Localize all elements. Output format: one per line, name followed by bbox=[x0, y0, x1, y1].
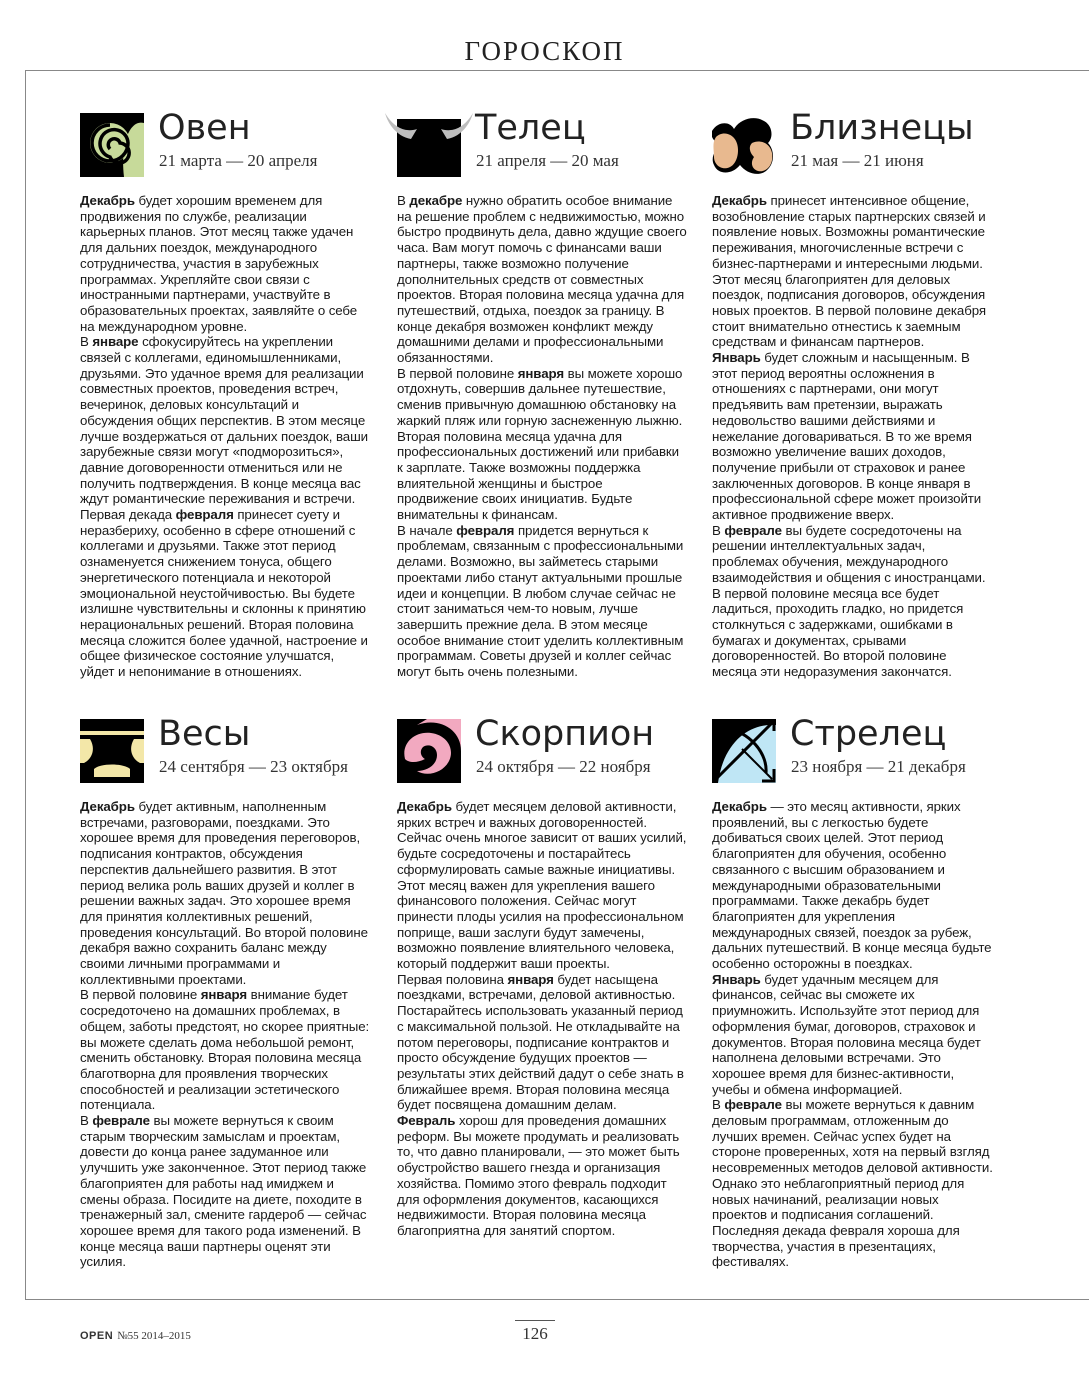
paragraph: В декабре нужно обратить особое внимание на решение проблем с недвижимостью, можно быстро продвинуть дела, давно ждущие своего часа. Вам могут помочь с финансами ваши партнеры, также возможно получение дополнительных средств от совместных проектов. Вторая половина месяца удачна для путешествий, отдыха, поездок за границу. В конце декабря возможен конфликт между домашними делами и профессиональными обязанностями. bbox=[397, 193, 687, 366]
paragraph: В феврале вы можете вернуться к давним деловым программам, отложенным до лучших времен. Сейчас успех будет на стороне проверенных, хотя на первый взгляд несовременных методов деловой активности. Однако это неблагоприятный период для новых начинаний, реализации новых проектов и подписания соглашений. Последняя декада февраля хороша для творчества, участия в презентациях, фестивалях. bbox=[712, 1097, 993, 1270]
paragraph: Первая декада февраля принесет суету и неразбериху, особенно в сфере отношений с коллегами и друзьями. Также этот период ознаменуется снижением тонуса, общего энергетического потенциала и некоторой эмоциональной неустойчивостью. Вы будете излишне чувствительны и склонны к принятию нерациональных решений. Вторая половина месяца сложится более удачной, настроение и общее физическое состояние улучшатся, уйдет и непонимание в отношениях. bbox=[80, 507, 368, 680]
footer-issue: №55 2014–2015 bbox=[117, 1330, 191, 1342]
sign-taurus bbox=[397, 108, 687, 680]
paragraph: В начале февраля придется вернуться к проблемам, связанным с профессиональными делами. Возможно, вы займетесь старыми проектами либо станут актуальными прошлые идеи и концепции. В любом случае сейчас не стоит заниматься чем-то новым, лучше завершить прежние дела. В этом месяце особое внимание стоит уделить коллективным программам. Советы друзей и коллег сейчас могут быть очень полезными. bbox=[397, 522, 684, 680]
sign-text bbox=[712, 799, 994, 1270]
sign-libra bbox=[80, 714, 370, 1270]
paragraph: В январе сфокусируйтесь на укреплении связей с коллегами, единомышленниками, друзьями. Это удачное время для реализации совместных проектов, проведения встреч, вечеринок, деловых консультаций и обсуждения общих перспектив. В этом месяце лучше воздержаться от дальних поездок, ваши зарубежные связи могут «подморозиться», давние договоренности отмениться или не получить подтверждения. В конце месяца вас ждут романтические переживания и встречи. bbox=[80, 334, 368, 507]
sign-text bbox=[397, 799, 687, 1239]
sign-text bbox=[80, 799, 370, 1270]
sign-name: Весы bbox=[158, 714, 251, 754]
sign-sagittarius bbox=[712, 714, 994, 1270]
paragraph: Декабрь принесет интенсивное общение, возобновление старых партнерских связей и появление новых. Возможны романтические переживания, многочисленные встречи с бизнес-партнерами и интересными людьми. Этот месяц благоприятен для деловых поездок, подписания договоров, обсуждения новых проектов. В первой половине декабря стоит внимательно отнестись к заемным средствам и финансам партнеров. bbox=[712, 193, 986, 350]
sign-name: Скорпион bbox=[475, 714, 655, 754]
paragraph: Январь будет удачным месяцем для финансов, сейчас вы сможете их приумножить. Используйте этот период для оформления бумаг, договоров, страховок и документов. Вторая половина месяца будет наполнена деловыми встречами. Это хорошее время для бизнес-активности, учебы и обмена информацией. bbox=[712, 971, 981, 1097]
sign-dates: 24 октября — 22 ноября bbox=[476, 757, 651, 776]
sign-dates: 23 ноября — 21 декабря bbox=[791, 757, 966, 776]
paragraph: Первая половина января будет насыщена поездками, встречами, деловой активностью. Постарайтесь использовать указанный период с максимальной пользой. Не откладывайте на потом переговоры, подписание контрактов и просто обсуждение будущих проектов — результаты этих действий дадут о себе знать в ближайшее время. Вторая половина месяца будет посвящена домашним делам. bbox=[397, 971, 684, 1113]
taurus-horns-icon bbox=[397, 113, 461, 177]
scorpio-tail-icon bbox=[397, 719, 461, 783]
sign-aries bbox=[80, 108, 370, 680]
aries-spiral-icon bbox=[80, 113, 144, 177]
sign-dates: 24 сентября — 23 октября bbox=[159, 757, 348, 776]
sign-name: Стрелец bbox=[790, 714, 947, 754]
page-header-title: ГОРОСКОП bbox=[464, 36, 625, 66]
footer-publication bbox=[80, 1330, 191, 1342]
sign-scorpio bbox=[397, 714, 687, 1239]
paragraph: Январь будет сложным и насыщенным. В этот период вероятны осложнения в отношениях с партнерами, они могут предъявить вам претензии, выражать недовольство вашими действиями и нежелание договариваться. В то же время возможно увеличение ваших доходов, получение прибыли от страховок и ранее заключенных договоров. В конце января в профессиональной сфере может произойти активное продвижение вверх. bbox=[712, 350, 982, 523]
sign-dates: 21 апреля — 20 мая bbox=[476, 151, 619, 170]
sign-gemini bbox=[712, 108, 994, 680]
paragraph: В феврале вы можете вернуться к своим старым творческим замыслам и проектам, довести до конца ранее задуманное или улучшить уже законченное. Этот период также благоприятен для работы над имиджем и смены образа. Посидите на диете, походите в тренажерный зал, смените гардероб — сейчас хорошее время для такого рода изменений. В конце месяца ваши партнеры оценят эти усилия. bbox=[80, 1113, 367, 1270]
sign-name: Близнецы bbox=[790, 108, 974, 148]
sign-name: Телец bbox=[475, 108, 586, 148]
paragraph: Декабрь — это месяц активности, ярких проявлений, вы с легкостью будете добиваться своих целей. Этот период благоприятен для обучения, особенно связанного с высшим образованием и международными образовательными программами. Также декабрь будет благоприятен для укрепления международных связей, поездок за рубеж, дальних путешествий. В конце месяца будьте особенно осторожны в поездках. bbox=[712, 799, 992, 972]
libra-scales-icon bbox=[80, 719, 144, 783]
paragraph: В феврале вы будете сосредоточены на решении интеллектуальных задач, проблемах обучения, международного взаимодействия и общения с иностранцами. В первой половине месяца все будет ладиться, проходить гладко, но придется столкнуться с задержками, ошибками в бумагах и документах, срывами договоренностей. Во второй половине месяца эти недоразумения закончатся. bbox=[712, 522, 986, 680]
paragraph: Февраль хорош для проведения домашних реформ. Вы можете продумать и реализовать то, что давно планировали, — это может быть обустройство вашего гнезда и организация хозяйства. Помимо этого февраль подходит для оформления документов, касающихся недвижимости. Вторая половина месяца благоприятна для занятий спортом. bbox=[397, 1113, 680, 1238]
sign-dates: 21 марта — 20 апреля bbox=[159, 151, 318, 170]
footer-brand: OPEN bbox=[80, 1330, 114, 1342]
gemini-shapes-icon bbox=[712, 113, 776, 177]
sign-dates: 21 мая — 21 июня bbox=[791, 151, 924, 170]
sign-text bbox=[397, 193, 687, 680]
sign-text bbox=[80, 193, 370, 680]
page-number-rule bbox=[515, 1320, 555, 1321]
paragraph: Декабрь будет месяцем деловой активности, ярких встреч и важных договоренностей. Сейчас очень многое зависит от ваших усилий, будьте сосредоточены и постарайтесь сформулировать самые важные инициативы. Этот месяц важен для укрепления вашего финансового положения. Сейчас могут принести плоды усилия на профессиональном поприще, ваши заслуги будут замечены, возможно появление влиятельного человека, который поддержит ваши проекты. bbox=[397, 799, 687, 972]
paragraph: В первой половине января внимание будет сосредоточено на домашних проблемах, в общем, заботы предстоят, но скорее приятные: вы можете сделать дома небольшой ремонт, сменить обстановку. Вторая половина месяца благотворна для проявления творческих способностей и реализации эстетического потенциала. bbox=[80, 987, 370, 1113]
paragraph: Декабрь будет активным, наполненным встречами, разговорами, поездками. Это хорошее время для проведения переговоров, подписания контрактов, обсуждения перспектив дальнейшего развития. В этот период велика роль ваших друзей и коллег в решении важных задач. Это хорошее время для принятия коллективных решений, проведения консультаций. Во второй половине декабря важно сохранить баланс между своими личными программами и коллективными проектами. bbox=[80, 799, 368, 987]
sign-name: Овен bbox=[158, 108, 251, 148]
paragraph: Декабрь будет хорошим временем для продвижения по службе, реализации карьерных планов. Этот месяц также удачен для дальних поездок, международного сотрудничества, участия в зарубежных программах. Укрепляйте свои связи с иностранными партнерами, участвуйте в образовательных проектах, заявляйте о себе на международном уровне. bbox=[80, 193, 358, 334]
sign-text bbox=[712, 193, 994, 680]
page-number: 126 bbox=[522, 1324, 548, 1343]
sagittarius-bow-icon bbox=[712, 719, 776, 783]
paragraph: В первой половине января вы можете хорошо отдохнуть, совершив дальнее путешествие, сменив привычную домашнюю обстановку на жаркий пляж или горную заснеженную лыжню. Вторая половина месяца удачна для профессиональных достижений или прибавки к зарплате. Также возможны поддержка влиятельной женщины и быстрое продвижение своих инициатив. Будьте внимательны к финансам. bbox=[397, 365, 683, 523]
